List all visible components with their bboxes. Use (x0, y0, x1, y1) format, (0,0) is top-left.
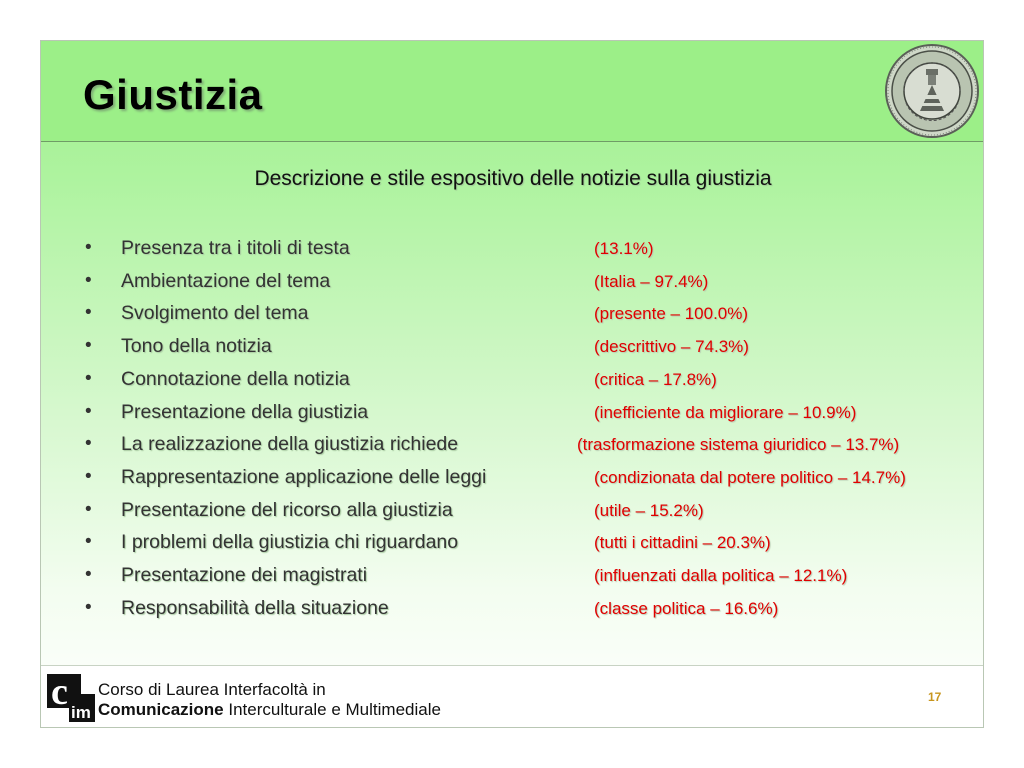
slide-subtitle: Descrizione e stile espositivo delle notizie sulla giustizia (254, 167, 772, 190)
bullet-item-value: (descrittivo – 74.3%) (594, 337, 749, 357)
bullet-item-value: (tutti i cittadini – 20.3%) (594, 533, 771, 553)
slide-title: Giustizia (83, 71, 263, 118)
bullet-item-value: (trasformazione sistema giuridico – 13.7%) (577, 435, 900, 455)
bullet-item-label: Presenza tra i titoli di testa (121, 237, 350, 259)
bullet-icon: • (85, 400, 92, 422)
bullet-item (41, 531, 984, 561)
bullet-item-value: (13.1%) (594, 239, 654, 258)
footer-course-line2-bold: Comunicazione (98, 700, 224, 719)
bullet-item-label: Rappresentazione applicazione delle leggi (121, 465, 487, 488)
bullet-icon: • (85, 564, 92, 585)
bullet-icon: • (85, 302, 92, 324)
university-seal-icon (884, 43, 980, 139)
bullet-icon: • (85, 367, 92, 389)
bullet-item-label: Responsabilità della situazione (121, 596, 389, 619)
bullet-item-value: (classe politica – 16.6%) (594, 598, 779, 618)
slide-footer (41, 665, 983, 728)
footer-course-line2 (98, 700, 441, 720)
bullet-item-value: (condizionata dal potere politico – 14.7%) (594, 467, 906, 487)
bullet-item (41, 499, 984, 529)
bullet-item-value: (inefficiente da migliorare – 10.9%) (594, 402, 857, 422)
bullet-item (41, 270, 984, 300)
bullet-item-label: I problemi della giustizia chi riguardano (121, 531, 459, 554)
footer-course-line1: Corso di Laurea Interfacoltà in (98, 680, 326, 699)
bullet-icon: • (85, 335, 92, 357)
bullet-item-value: (Italia – 97.4%) (594, 271, 709, 291)
bullet-item (41, 335, 984, 365)
logo-letter-c: c (51, 674, 68, 713)
bullet-icon: • (85, 269, 92, 291)
footer-course-line2-rest: Interculturale e Multimediale (223, 700, 441, 719)
bullet-item-value: (presente – 100.0%) (594, 304, 749, 324)
page-number: 17 (928, 690, 942, 704)
logo-letters-im: im (71, 703, 91, 722)
bullet-icon: • (85, 498, 92, 520)
cim-logo-icon (47, 674, 95, 722)
bullet-icon: • (85, 465, 92, 487)
bullet-item-label: Ambientazione del tema (121, 269, 331, 292)
bullet-item (41, 368, 984, 398)
bullet-item-value: (critica – 17.8%) (594, 369, 717, 389)
bullet-item (41, 433, 984, 463)
slide (40, 40, 984, 728)
bullet-item-label: Svolgimento del tema (121, 302, 309, 325)
slide-header (41, 41, 983, 142)
bullet-item-label: Presentazione della giustizia (121, 400, 369, 423)
bullet-item-value: (utile – 15.2%) (594, 500, 704, 520)
bullet-item-label: Connotazione della notizia (121, 367, 350, 390)
bullet-item-label: La realizzazione della giustizia richiede (121, 433, 459, 456)
bullet-item (41, 302, 984, 332)
bullet-icon: • (85, 531, 92, 553)
bullet-item (41, 597, 984, 627)
bullet-icon: • (85, 596, 92, 618)
bullet-icon: • (85, 433, 92, 455)
bullet-item-label: Presentazione dei magistrati (121, 564, 368, 586)
bullet-item-label: Presentazione del ricorso alla giustizia (121, 498, 453, 521)
bullet-item-label: Tono della notizia (121, 335, 272, 358)
bullet-item (41, 466, 984, 496)
bullet-icon: • (85, 237, 92, 258)
bullet-item (41, 401, 984, 431)
bullet-item (41, 564, 984, 594)
bullet-item (41, 237, 984, 267)
bullet-item-value: (influenzati dalla politica – 12.1%) (594, 566, 848, 585)
